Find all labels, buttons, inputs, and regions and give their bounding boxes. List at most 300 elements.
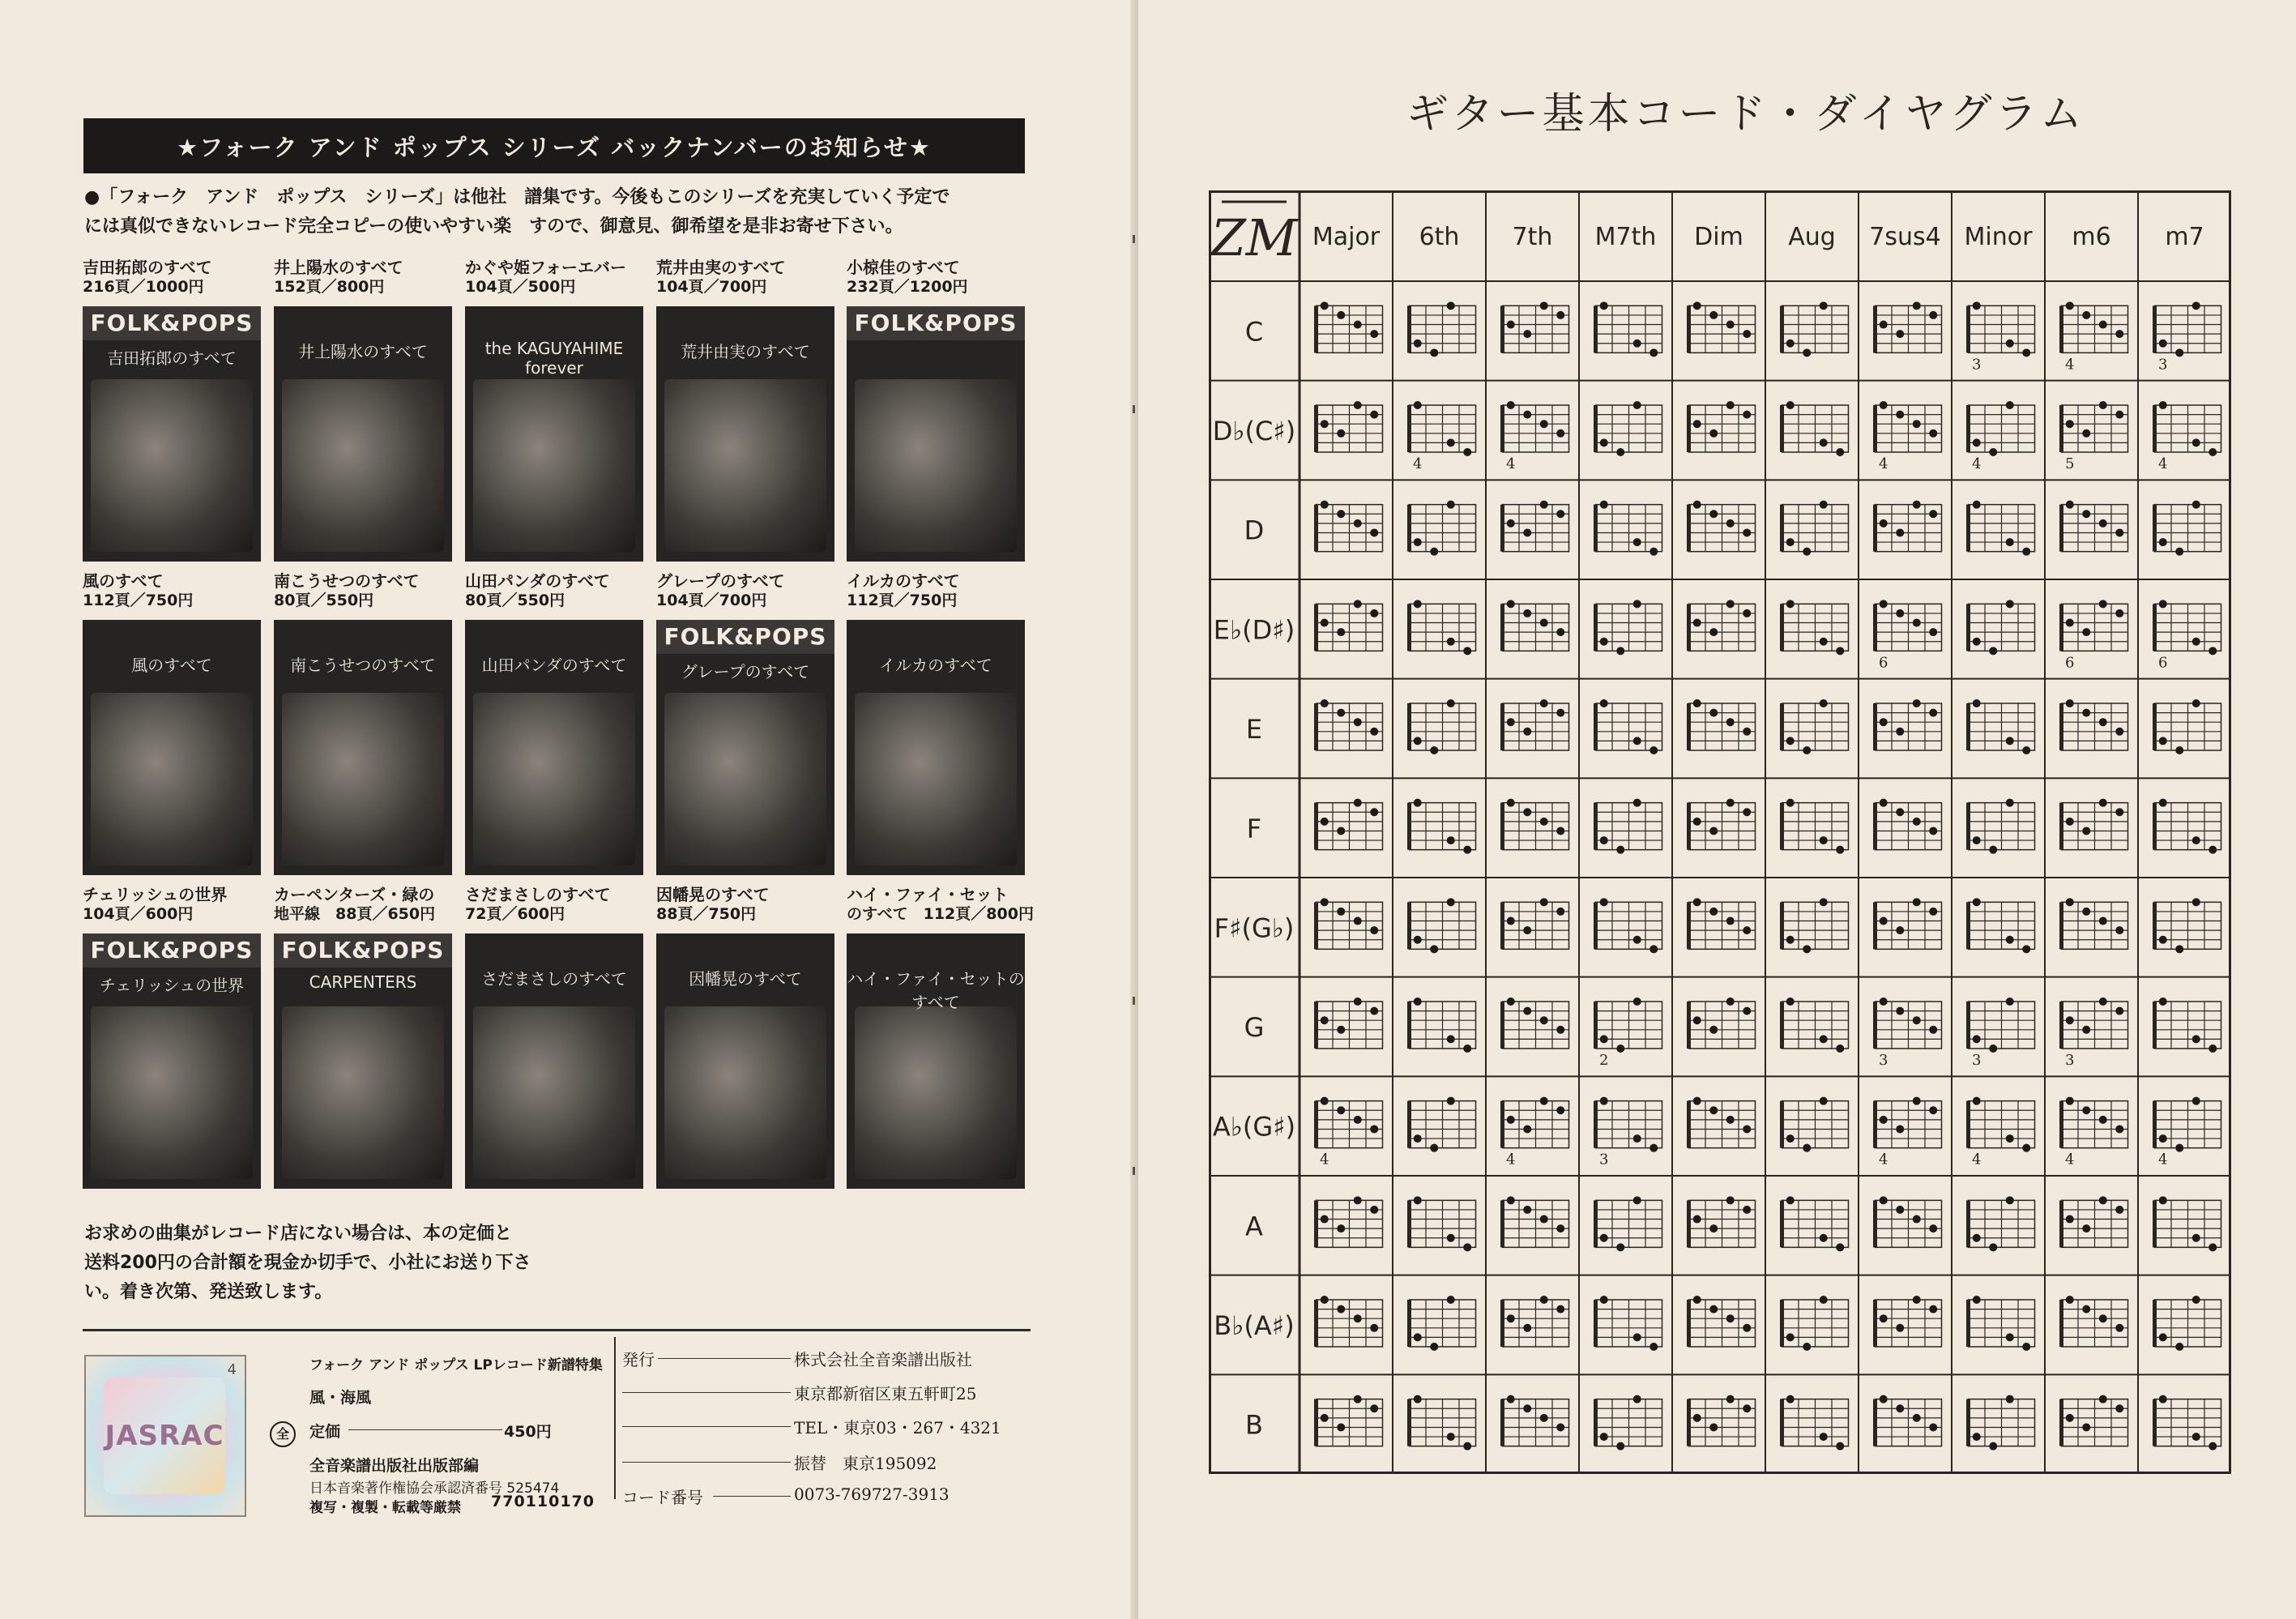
finger-dot bbox=[1896, 1324, 1904, 1332]
cover-title: 山田パンダのすべて bbox=[481, 656, 627, 675]
finger-dot bbox=[1786, 1333, 1795, 1341]
finger-dot bbox=[1803, 348, 1811, 357]
finger-dot bbox=[2115, 1324, 2123, 1332]
finger-dot bbox=[1896, 926, 1904, 934]
finger-dot bbox=[2099, 1196, 2107, 1204]
book-title: 南こうせつのすべて bbox=[274, 571, 420, 591]
finger-dot bbox=[2006, 340, 2014, 348]
finger-dot bbox=[1507, 799, 1515, 807]
finger-dot bbox=[1913, 1296, 1921, 1304]
finger-dot bbox=[1973, 836, 1981, 844]
finger-dot bbox=[1556, 1026, 1564, 1034]
finger-dot bbox=[1633, 737, 1641, 745]
finger-dot bbox=[1820, 1296, 1828, 1304]
finger-dot bbox=[1693, 301, 1701, 310]
finger-dot bbox=[1523, 1007, 1531, 1015]
finger-dot bbox=[1726, 1314, 1735, 1322]
finger-dot bbox=[1929, 1305, 1937, 1314]
finger-dot bbox=[1540, 1296, 1548, 1304]
fret-number: 3 bbox=[1599, 1151, 1609, 1168]
book-pages-price: 232頁／1200円 bbox=[847, 278, 968, 296]
finger-dot bbox=[1633, 401, 1641, 409]
finger-dot bbox=[1726, 600, 1735, 608]
fret-number: 4 bbox=[1972, 1151, 1982, 1168]
book-name: 風・海風 bbox=[309, 1389, 372, 1407]
finger-dot bbox=[2115, 528, 2123, 536]
fret-number: 4 bbox=[1413, 455, 1423, 472]
finger-dot bbox=[2192, 438, 2200, 446]
finger-dot bbox=[2175, 548, 2183, 556]
finger-dot bbox=[1354, 799, 1362, 807]
finger-dot bbox=[1337, 1026, 1345, 1034]
column-header: Aug bbox=[1788, 223, 1836, 251]
back-number-item bbox=[465, 258, 645, 378]
finger-dot bbox=[1354, 1314, 1362, 1322]
finger-dot bbox=[1321, 301, 1329, 310]
finger-dot bbox=[1507, 1196, 1515, 1204]
finger-dot bbox=[1523, 728, 1531, 736]
cover-title: ハイ・ファイ・セットのすべて bbox=[847, 969, 1025, 1012]
finger-dot bbox=[1803, 945, 1811, 953]
book-pages-price: 80頁／550円 bbox=[465, 592, 565, 609]
back-number-item bbox=[83, 258, 262, 368]
finger-dot bbox=[1370, 1324, 1378, 1332]
finger-dot bbox=[2159, 1395, 2167, 1403]
finger-dot bbox=[1973, 1234, 1981, 1242]
finger-dot bbox=[1463, 846, 1471, 854]
finger-dot bbox=[1989, 846, 1997, 854]
finger-dot bbox=[1447, 438, 1455, 446]
finger-dot bbox=[1913, 1016, 1921, 1024]
finger-dot bbox=[1600, 501, 1608, 509]
finger-dot bbox=[1523, 1404, 1531, 1412]
finger-dot bbox=[2066, 420, 2074, 428]
finger-dot bbox=[1600, 1097, 1608, 1105]
finger-dot bbox=[1370, 1007, 1378, 1015]
finger-dot bbox=[1709, 709, 1718, 717]
book-title: チェリッシュの世界 bbox=[83, 885, 228, 904]
cover-photo bbox=[282, 693, 444, 865]
series-banner: ★フォーク アンド ポップス シリーズ バックナンバーのお知らせ★ bbox=[83, 118, 1025, 173]
editor: 全音楽譜出版社出版部編 bbox=[309, 1457, 480, 1475]
column-header: Major bbox=[1312, 223, 1381, 251]
jasrac-notice: 日本音楽著作権協会承認済番号 525474 bbox=[309, 1480, 560, 1497]
finger-dot bbox=[2192, 501, 2200, 509]
finger-dot bbox=[1321, 898, 1329, 906]
finger-dot bbox=[1989, 647, 1997, 655]
row-header: F bbox=[1246, 813, 1262, 844]
row-header: D bbox=[1244, 515, 1265, 546]
finger-dot bbox=[1929, 1106, 1937, 1114]
finger-dot bbox=[2209, 846, 2217, 854]
row-header: D♭(C♯) bbox=[1212, 416, 1296, 446]
finger-dot bbox=[2159, 936, 2167, 944]
finger-dot bbox=[1616, 1243, 1624, 1251]
finger-dot bbox=[1709, 827, 1718, 835]
code-number: 0073-769727-3913 bbox=[794, 1484, 950, 1504]
finger-dot bbox=[1463, 1044, 1471, 1053]
fret-number: 6 bbox=[2158, 654, 2168, 672]
fret-number: 4 bbox=[1320, 1151, 1329, 1168]
finger-dot bbox=[1880, 1314, 1888, 1322]
finger-dot bbox=[1540, 619, 1548, 627]
finger-dot bbox=[1540, 501, 1548, 509]
finger-dot bbox=[1556, 908, 1564, 916]
finger-dot bbox=[1556, 1106, 1564, 1114]
finger-dot bbox=[1929, 827, 1937, 835]
finger-dot bbox=[1337, 311, 1345, 319]
finger-dot bbox=[1929, 908, 1937, 916]
finger-dot bbox=[1600, 1035, 1608, 1043]
order-line: い。着き次第、発送致します。 bbox=[84, 1282, 333, 1302]
finger-dot bbox=[1803, 548, 1811, 556]
finger-dot bbox=[1786, 799, 1795, 807]
book-title: 山田パンダのすべて bbox=[465, 571, 610, 591]
finger-dot bbox=[1600, 699, 1608, 707]
finger-dot bbox=[1540, 1215, 1548, 1224]
finger-dot bbox=[2159, 1333, 2167, 1341]
cover-title: 吉田拓郎のすべて bbox=[107, 348, 237, 368]
finger-dot bbox=[1523, 1324, 1531, 1332]
book-cover bbox=[83, 933, 261, 1189]
row-header: B♭(A♯) bbox=[1214, 1310, 1295, 1341]
finger-dot bbox=[1463, 647, 1471, 655]
finger-dot bbox=[1693, 1414, 1701, 1422]
finger-dot bbox=[1370, 1404, 1378, 1412]
finger-dot bbox=[2006, 936, 2014, 944]
book-pages-price: 104頁／700円 bbox=[656, 278, 767, 296]
publisher-label: 発行 bbox=[622, 1350, 655, 1369]
finger-dot bbox=[1321, 1215, 1329, 1224]
finger-dot bbox=[1507, 997, 1515, 1006]
finger-dot bbox=[1820, 1035, 1828, 1043]
finger-dot bbox=[1414, 1395, 1422, 1403]
book-title: イルカのすべて bbox=[847, 571, 960, 591]
finger-dot bbox=[2159, 538, 2167, 546]
chord-diagram-table bbox=[1209, 190, 2231, 1474]
finger-dot bbox=[2159, 737, 2167, 745]
book-cover bbox=[465, 620, 643, 875]
finger-dot bbox=[1523, 609, 1531, 617]
back-number-item bbox=[274, 571, 454, 675]
finger-dot bbox=[1321, 420, 1329, 428]
row-header: C bbox=[1244, 316, 1264, 348]
finger-dot bbox=[1507, 401, 1515, 409]
column-header: M7th bbox=[1594, 223, 1657, 251]
finger-dot bbox=[1556, 628, 1564, 636]
finger-dot bbox=[1743, 609, 1751, 617]
book-title: 小椋佳のすべて bbox=[847, 258, 960, 277]
row-header: A♭(G♯) bbox=[1212, 1111, 1296, 1143]
finger-dot bbox=[1447, 501, 1455, 509]
finger-dot bbox=[2066, 1215, 2074, 1224]
finger-dot bbox=[1507, 1116, 1515, 1124]
finger-dot bbox=[2066, 1016, 2074, 1024]
finger-dot bbox=[1523, 1206, 1531, 1214]
finger-dot bbox=[2159, 1196, 2167, 1204]
leader-line bbox=[658, 1358, 791, 1359]
finger-dot bbox=[1803, 1343, 1811, 1351]
cover-photo bbox=[282, 1006, 444, 1179]
finger-dot bbox=[1414, 600, 1422, 608]
finger-dot bbox=[2066, 619, 2074, 627]
finger-dot bbox=[1649, 548, 1658, 556]
finger-dot bbox=[1973, 438, 1981, 446]
finger-dot bbox=[1447, 836, 1455, 844]
finger-dot bbox=[1540, 301, 1548, 310]
finger-dot bbox=[1786, 1395, 1795, 1403]
book-title: さだまさしのすべて bbox=[465, 885, 611, 904]
finger-dot bbox=[1820, 1433, 1828, 1441]
book-cover bbox=[656, 933, 834, 1189]
book-cover bbox=[847, 306, 1025, 562]
finger-dot bbox=[2006, 997, 2014, 1006]
finger-dot bbox=[1507, 1395, 1515, 1403]
finger-dot bbox=[1321, 699, 1329, 707]
book-pages-price: 104頁／500円 bbox=[465, 278, 576, 296]
finger-dot bbox=[1616, 448, 1624, 456]
book-title: グレープのすべて bbox=[656, 571, 785, 591]
finger-dot bbox=[1540, 1097, 1548, 1105]
finger-dot bbox=[1973, 1035, 1981, 1043]
finger-dot bbox=[1600, 1433, 1608, 1441]
finger-dot bbox=[1463, 1243, 1471, 1251]
cover-photo bbox=[91, 693, 253, 865]
finger-dot bbox=[1447, 1097, 1455, 1105]
finger-dot bbox=[2022, 1144, 2030, 1152]
finger-dot bbox=[1447, 898, 1455, 906]
fret-number: 4 bbox=[2065, 356, 2075, 374]
finger-dot bbox=[1540, 898, 1548, 906]
cover-photo bbox=[855, 1006, 1017, 1179]
finger-dot bbox=[2006, 600, 2014, 608]
finger-dot bbox=[1786, 1134, 1795, 1143]
finger-dot bbox=[1414, 799, 1422, 807]
back-number-item bbox=[656, 885, 836, 989]
finger-dot bbox=[1973, 1296, 1981, 1304]
row-header: B bbox=[1245, 1409, 1263, 1441]
finger-dot bbox=[1447, 699, 1455, 707]
finger-dot bbox=[1913, 699, 1921, 707]
price-value: 450円 bbox=[504, 1423, 552, 1441]
finger-dot bbox=[2006, 799, 2014, 807]
cover-photo bbox=[473, 693, 635, 865]
finger-dot bbox=[1726, 1116, 1735, 1124]
book-cover bbox=[656, 306, 834, 562]
finger-dot bbox=[1973, 1097, 1981, 1105]
row-header: E♭(D♯) bbox=[1213, 614, 1295, 646]
finger-dot bbox=[1786, 340, 1795, 348]
finger-dot bbox=[1321, 818, 1329, 826]
finger-dot bbox=[1896, 528, 1904, 536]
price-label: 定価 bbox=[309, 1423, 341, 1441]
book-cover bbox=[656, 620, 834, 875]
finger-dot bbox=[1633, 600, 1641, 608]
finger-dot bbox=[1726, 401, 1735, 409]
finger-dot bbox=[1726, 718, 1735, 726]
finger-dot bbox=[1370, 728, 1378, 736]
fret-number: 4 bbox=[1972, 455, 1982, 472]
finger-dot bbox=[2082, 709, 2090, 717]
finger-dot bbox=[2066, 1296, 2074, 1304]
book-cover bbox=[847, 933, 1025, 1189]
finger-dot bbox=[2099, 1116, 2107, 1124]
fret-number: 3 bbox=[1972, 356, 1982, 374]
finger-dot bbox=[1649, 348, 1658, 357]
finger-dot bbox=[1896, 330, 1904, 338]
book-title: 風のすべて bbox=[83, 571, 164, 591]
finger-dot bbox=[1633, 997, 1641, 1006]
finger-dot bbox=[1354, 718, 1362, 726]
finger-dot bbox=[1430, 548, 1438, 556]
cover-photo bbox=[664, 379, 826, 552]
finger-dot bbox=[2082, 1305, 2090, 1314]
finger-dot bbox=[1337, 429, 1345, 438]
finger-dot bbox=[1820, 501, 1828, 509]
finger-dot bbox=[2066, 301, 2074, 310]
finger-dot bbox=[2082, 628, 2090, 636]
finger-dot bbox=[1913, 420, 1921, 428]
finger-dot bbox=[1973, 638, 1981, 646]
fret-number: 4 bbox=[2065, 1151, 2075, 1168]
cover-photo bbox=[855, 379, 1017, 552]
leader-line bbox=[622, 1426, 791, 1427]
left-page bbox=[0, 0, 1138, 1619]
cover-photo bbox=[91, 1006, 253, 1179]
finger-dot bbox=[1447, 301, 1455, 310]
finger-dot bbox=[1321, 1414, 1329, 1422]
fret-number: 4 bbox=[1879, 1151, 1888, 1168]
intro-line: ●「フォーク アンド ポップス シリーズ」は他社 譜集です。今後もこのシリーズを充実していく予定で bbox=[84, 187, 950, 207]
jasrac-seal bbox=[84, 1355, 246, 1517]
back-number-item bbox=[465, 571, 645, 675]
finger-dot bbox=[2192, 699, 2200, 707]
book-title: 吉田拓郎のすべて bbox=[83, 258, 212, 277]
book-cover bbox=[83, 306, 261, 562]
book-cover bbox=[274, 620, 452, 875]
finger-dot bbox=[1743, 1324, 1751, 1332]
finger-dot bbox=[1693, 699, 1701, 707]
order-notice bbox=[84, 1220, 587, 1307]
code-label: コード番号 bbox=[622, 1488, 703, 1507]
finger-dot bbox=[1896, 609, 1904, 617]
finger-dot bbox=[1913, 619, 1921, 627]
finger-dot bbox=[1430, 1343, 1438, 1351]
finger-dot bbox=[1321, 1097, 1329, 1105]
finger-dot bbox=[1693, 818, 1701, 826]
chord-chart-title: ギター基本コード・ダイヤグラム bbox=[1406, 90, 2085, 139]
finger-dot bbox=[1743, 728, 1751, 736]
finger-dot bbox=[1820, 638, 1828, 646]
finger-dot bbox=[2099, 718, 2107, 726]
finger-dot bbox=[1743, 1206, 1751, 1214]
book-cover bbox=[274, 306, 452, 562]
colophon-divider bbox=[614, 1337, 616, 1499]
finger-dot bbox=[1786, 600, 1795, 608]
fret-number: 3 bbox=[1879, 1052, 1888, 1069]
finger-dot bbox=[2192, 1097, 2200, 1105]
cover-photo bbox=[855, 693, 1017, 865]
finger-dot bbox=[1929, 429, 1937, 438]
finger-dot bbox=[1600, 836, 1608, 844]
finger-dot bbox=[1693, 420, 1701, 428]
cover-title: 南こうせつのすべて bbox=[290, 656, 436, 675]
finger-dot bbox=[1896, 1125, 1904, 1133]
finger-dot bbox=[1370, 1125, 1378, 1133]
finger-dot bbox=[1556, 311, 1564, 319]
cover-photo bbox=[282, 379, 444, 552]
finger-dot bbox=[1820, 438, 1828, 446]
finger-dot bbox=[1726, 321, 1735, 329]
finger-dot bbox=[2192, 898, 2200, 906]
finger-dot bbox=[1414, 401, 1422, 409]
finger-dot bbox=[1337, 510, 1345, 518]
finger-dot bbox=[1447, 1433, 1455, 1441]
finger-dot bbox=[2006, 538, 2014, 546]
finger-dot bbox=[1929, 1423, 1937, 1431]
finger-dot bbox=[1649, 746, 1658, 754]
colophon-rule bbox=[83, 1329, 1031, 1331]
finger-dot bbox=[1649, 1343, 1658, 1351]
book-title: ハイ・ファイ・セット bbox=[847, 885, 1009, 904]
finger-dot bbox=[1354, 600, 1362, 608]
fret-number: 6 bbox=[2065, 654, 2075, 672]
finger-dot bbox=[2115, 1125, 2123, 1133]
finger-dot bbox=[1370, 609, 1378, 617]
finger-dot bbox=[2066, 1097, 2074, 1105]
column-header: 7sus4 bbox=[1869, 223, 1941, 251]
finger-dot bbox=[2082, 510, 2090, 518]
finger-dot bbox=[1693, 1016, 1701, 1024]
finger-dot bbox=[1354, 1196, 1362, 1204]
finger-dot bbox=[2099, 600, 2107, 608]
fret-number: 3 bbox=[2065, 1052, 2075, 1069]
publisher: 株式会社全音楽譜出版社 bbox=[794, 1350, 972, 1369]
cover-series-logo: FOLK&POPS bbox=[656, 620, 834, 654]
book-cover bbox=[847, 620, 1025, 875]
finger-dot bbox=[1556, 827, 1564, 835]
book-pages-price: のすべて 112頁／800円 bbox=[847, 905, 1034, 923]
finger-dot bbox=[2022, 348, 2030, 357]
finger-dot bbox=[1321, 501, 1329, 509]
finger-dot bbox=[1726, 1395, 1735, 1403]
finger-dot bbox=[1896, 728, 1904, 736]
finger-dot bbox=[1556, 1423, 1564, 1431]
table-border bbox=[1210, 192, 2230, 1473]
finger-dot bbox=[1726, 799, 1735, 807]
finger-dot bbox=[2175, 1343, 2183, 1351]
finger-dot bbox=[1633, 936, 1641, 944]
finger-dot bbox=[1693, 898, 1701, 906]
serial-number: 770110170 bbox=[491, 1493, 595, 1510]
finger-dot bbox=[2115, 1404, 2123, 1412]
book-pages-price: 80頁／550円 bbox=[274, 592, 374, 609]
row-header: E bbox=[1245, 714, 1263, 745]
finger-dot bbox=[1836, 846, 1844, 854]
cover-series-logo: FOLK&POPS bbox=[83, 306, 261, 340]
finger-dot bbox=[2192, 836, 2200, 844]
finger-dot bbox=[1820, 836, 1828, 844]
finger-dot bbox=[1540, 1414, 1548, 1422]
finger-dot bbox=[1709, 908, 1718, 916]
finger-dot bbox=[1507, 917, 1515, 925]
finger-dot bbox=[2192, 301, 2200, 310]
finger-dot bbox=[2066, 818, 2074, 826]
finger-dot bbox=[1709, 1026, 1718, 1034]
finger-dot bbox=[1523, 808, 1531, 816]
finger-dot bbox=[2082, 1423, 2090, 1431]
finger-dot bbox=[1337, 709, 1345, 717]
